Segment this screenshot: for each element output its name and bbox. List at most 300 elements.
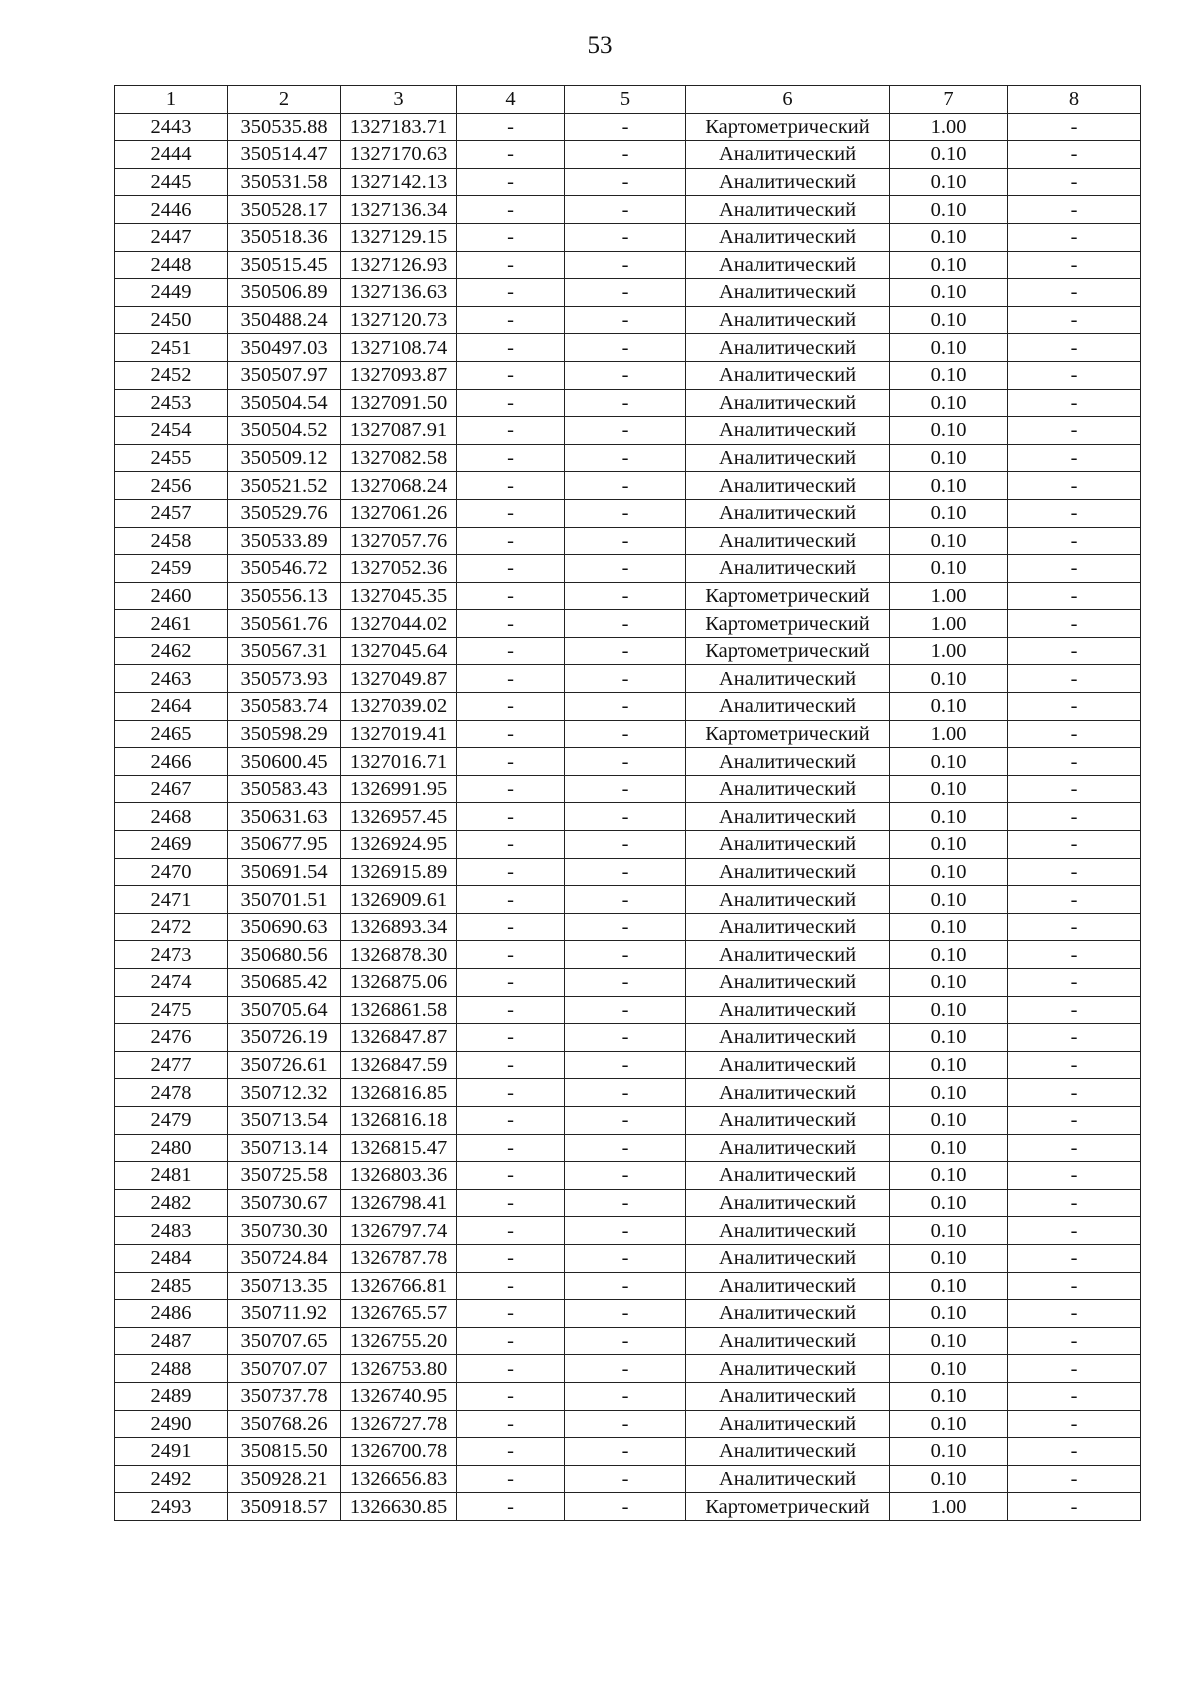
method-cell: Аналитический [686, 141, 890, 169]
col8-cell: - [1008, 279, 1141, 307]
point-number-cell: 2470 [115, 858, 228, 886]
accuracy-cell: 0.10 [890, 1438, 1008, 1466]
method-cell: Аналитический [686, 196, 890, 224]
col5-cell: - [565, 417, 686, 445]
accuracy-cell: 0.10 [890, 1051, 1008, 1079]
col5-cell: - [565, 1217, 686, 1245]
table-row [115, 361, 1141, 389]
method-cell: Аналитический [686, 1410, 890, 1438]
method-cell: Аналитический [686, 886, 890, 914]
point-number-cell: 2486 [115, 1300, 228, 1328]
col8-cell: - [1008, 1465, 1141, 1493]
col5-cell: - [565, 720, 686, 748]
y-coordinate-cell: 1326740.95 [341, 1382, 457, 1410]
y-coordinate-cell: 1327052.36 [341, 555, 457, 583]
x-coordinate-cell: 350691.54 [228, 858, 341, 886]
method-cell: Аналитический [686, 361, 890, 389]
table-row [115, 389, 1141, 417]
y-coordinate-cell: 1326816.18 [341, 1106, 457, 1134]
table-row [115, 1134, 1141, 1162]
accuracy-cell: 0.10 [890, 417, 1008, 445]
y-coordinate-cell: 1327170.63 [341, 141, 457, 169]
accuracy-cell: 0.10 [890, 251, 1008, 279]
col5-cell: - [565, 472, 686, 500]
method-cell: Аналитический [686, 969, 890, 997]
y-coordinate-cell: 1326847.59 [341, 1051, 457, 1079]
point-number-cell: 2469 [115, 831, 228, 859]
col5-cell: - [565, 1493, 686, 1521]
col5-cell: - [565, 996, 686, 1024]
point-number-cell: 2490 [115, 1410, 228, 1438]
col4-cell: - [457, 334, 565, 362]
point-number-cell: 2481 [115, 1162, 228, 1190]
accuracy-cell: 0.10 [890, 389, 1008, 417]
x-coordinate-cell: 350713.14 [228, 1134, 341, 1162]
col4-cell: - [457, 1300, 565, 1328]
accuracy-cell: 0.10 [890, 1079, 1008, 1107]
col4-cell: - [457, 472, 565, 500]
col5-cell: - [565, 775, 686, 803]
accuracy-cell: 0.10 [890, 886, 1008, 914]
point-number-cell: 2463 [115, 665, 228, 693]
col8-cell: - [1008, 996, 1141, 1024]
col5-cell: - [565, 1051, 686, 1079]
col4-cell: - [457, 1382, 565, 1410]
y-coordinate-cell: 1326991.95 [341, 775, 457, 803]
col8-cell: - [1008, 389, 1141, 417]
x-coordinate-cell: 350712.32 [228, 1079, 341, 1107]
col8-cell: - [1008, 196, 1141, 224]
col8-cell: - [1008, 1051, 1141, 1079]
accuracy-cell: 0.10 [890, 1244, 1008, 1272]
y-coordinate-cell: 1327093.87 [341, 361, 457, 389]
col4-cell: - [457, 1410, 565, 1438]
y-coordinate-cell: 1326753.80 [341, 1355, 457, 1383]
x-coordinate-cell: 350711.92 [228, 1300, 341, 1328]
x-coordinate-cell: 350815.50 [228, 1438, 341, 1466]
method-cell: Картометрический [686, 582, 890, 610]
y-coordinate-cell: 1327082.58 [341, 444, 457, 472]
accuracy-cell: 0.10 [890, 1106, 1008, 1134]
table-row [115, 334, 1141, 362]
col5-cell: - [565, 306, 686, 334]
col8-cell: - [1008, 693, 1141, 721]
y-coordinate-cell: 1327108.74 [341, 334, 457, 362]
col8-cell: - [1008, 1024, 1141, 1052]
y-coordinate-cell: 1326787.78 [341, 1244, 457, 1272]
method-cell: Аналитический [686, 1106, 890, 1134]
table-row [115, 1079, 1141, 1107]
col8-cell: - [1008, 1300, 1141, 1328]
col8-cell: - [1008, 1244, 1141, 1272]
accuracy-cell: 1.00 [890, 1493, 1008, 1521]
col4-cell: - [457, 610, 565, 638]
x-coordinate-cell: 350583.43 [228, 775, 341, 803]
col5-cell: - [565, 913, 686, 941]
accuracy-cell: 0.10 [890, 1355, 1008, 1383]
point-number-cell: 2493 [115, 1493, 228, 1521]
point-number-cell: 2462 [115, 637, 228, 665]
table-row [115, 223, 1141, 251]
x-coordinate-cell: 350488.24 [228, 306, 341, 334]
col5-cell: - [565, 1410, 686, 1438]
y-coordinate-cell: 1327039.02 [341, 693, 457, 721]
y-coordinate-cell: 1326893.34 [341, 913, 457, 941]
y-coordinate-cell: 1327120.73 [341, 306, 457, 334]
y-coordinate-cell: 1327045.64 [341, 637, 457, 665]
x-coordinate-cell: 350546.72 [228, 555, 341, 583]
col4-cell: - [457, 1217, 565, 1245]
point-number-cell: 2445 [115, 168, 228, 196]
method-cell: Аналитический [686, 1024, 890, 1052]
accuracy-cell: 0.10 [890, 803, 1008, 831]
x-coordinate-cell: 350707.07 [228, 1355, 341, 1383]
method-cell: Аналитический [686, 1327, 890, 1355]
x-coordinate-cell: 350726.19 [228, 1024, 341, 1052]
point-number-cell: 2450 [115, 306, 228, 334]
point-number-cell: 2479 [115, 1106, 228, 1134]
method-cell: Аналитический [686, 555, 890, 583]
accuracy-cell: 0.10 [890, 941, 1008, 969]
col5-cell: - [565, 1272, 686, 1300]
point-number-cell: 2464 [115, 693, 228, 721]
point-number-cell: 2460 [115, 582, 228, 610]
col4-cell: - [457, 1024, 565, 1052]
method-cell: Аналитический [686, 693, 890, 721]
table-row [115, 472, 1141, 500]
table-row [115, 748, 1141, 776]
x-coordinate-cell: 350567.31 [228, 637, 341, 665]
x-coordinate-cell: 350509.12 [228, 444, 341, 472]
table-row [115, 969, 1141, 997]
table-row [115, 113, 1141, 141]
method-cell: Аналитический [686, 417, 890, 445]
table-row [115, 141, 1141, 169]
accuracy-cell: 0.10 [890, 913, 1008, 941]
method-cell: Аналитический [686, 472, 890, 500]
y-coordinate-cell: 1326755.20 [341, 1327, 457, 1355]
method-cell: Картометрический [686, 113, 890, 141]
accuracy-cell: 0.10 [890, 1162, 1008, 1190]
accuracy-cell: 0.10 [890, 306, 1008, 334]
y-coordinate-cell: 1327091.50 [341, 389, 457, 417]
accuracy-cell: 0.10 [890, 665, 1008, 693]
x-coordinate-cell: 350690.63 [228, 913, 341, 941]
col5-cell: - [565, 748, 686, 776]
col4-cell: - [457, 775, 565, 803]
table-row [115, 555, 1141, 583]
point-number-cell: 2446 [115, 196, 228, 224]
col4-cell: - [457, 444, 565, 472]
accuracy-cell: 0.10 [890, 444, 1008, 472]
x-coordinate-cell: 350701.51 [228, 886, 341, 914]
col4-cell: - [457, 748, 565, 776]
table-row [115, 1300, 1141, 1328]
x-coordinate-cell: 350504.52 [228, 417, 341, 445]
col4-cell: - [457, 1465, 565, 1493]
y-coordinate-cell: 1327061.26 [341, 499, 457, 527]
accuracy-cell: 0.10 [890, 527, 1008, 555]
method-cell: Аналитический [686, 306, 890, 334]
method-cell: Аналитический [686, 1051, 890, 1079]
accuracy-cell: 1.00 [890, 113, 1008, 141]
x-coordinate-cell: 350707.65 [228, 1327, 341, 1355]
point-number-cell: 2461 [115, 610, 228, 638]
accuracy-cell: 0.10 [890, 1382, 1008, 1410]
point-number-cell: 2491 [115, 1438, 228, 1466]
col4-cell: - [457, 361, 565, 389]
table-row [115, 168, 1141, 196]
accuracy-cell: 0.10 [890, 693, 1008, 721]
table-row [115, 251, 1141, 279]
col8-cell: - [1008, 527, 1141, 555]
table-row [115, 610, 1141, 638]
table-row [115, 444, 1141, 472]
col5-cell: - [565, 1465, 686, 1493]
col4-cell: - [457, 417, 565, 445]
accuracy-cell: 0.10 [890, 1327, 1008, 1355]
method-cell: Аналитический [686, 748, 890, 776]
x-coordinate-cell: 350531.58 [228, 168, 341, 196]
y-coordinate-cell: 1326700.78 [341, 1438, 457, 1466]
col4-cell: - [457, 555, 565, 583]
col8-cell: - [1008, 1217, 1141, 1245]
col8-cell: - [1008, 1382, 1141, 1410]
col4-cell: - [457, 693, 565, 721]
col8-cell: - [1008, 582, 1141, 610]
x-coordinate-cell: 350631.63 [228, 803, 341, 831]
col4-cell: - [457, 1106, 565, 1134]
col5-cell: - [565, 223, 686, 251]
x-coordinate-cell: 350726.61 [228, 1051, 341, 1079]
x-coordinate-cell: 350561.76 [228, 610, 341, 638]
col5-cell: - [565, 1189, 686, 1217]
table-row [115, 941, 1141, 969]
col8-cell: - [1008, 141, 1141, 169]
col4-cell: - [457, 969, 565, 997]
col5-cell: - [565, 113, 686, 141]
point-number-cell: 2471 [115, 886, 228, 914]
method-cell: Аналитический [686, 1438, 890, 1466]
col8-cell: - [1008, 665, 1141, 693]
method-cell: Аналитический [686, 1244, 890, 1272]
accuracy-cell: 0.10 [890, 1300, 1008, 1328]
point-number-cell: 2484 [115, 1244, 228, 1272]
method-cell: Аналитический [686, 444, 890, 472]
y-coordinate-cell: 1326924.95 [341, 831, 457, 859]
y-coordinate-cell: 1326915.89 [341, 858, 457, 886]
table-row [115, 693, 1141, 721]
accuracy-cell: 0.10 [890, 1134, 1008, 1162]
col8-cell: - [1008, 831, 1141, 859]
table-row [115, 1438, 1141, 1466]
point-number-cell: 2452 [115, 361, 228, 389]
y-coordinate-cell: 1326816.85 [341, 1079, 457, 1107]
col5-cell: - [565, 1106, 686, 1134]
table-row [115, 665, 1141, 693]
y-coordinate-cell: 1327183.71 [341, 113, 457, 141]
accuracy-cell: 1.00 [890, 582, 1008, 610]
point-number-cell: 2492 [115, 1465, 228, 1493]
x-coordinate-cell: 350515.45 [228, 251, 341, 279]
point-number-cell: 2474 [115, 969, 228, 997]
y-coordinate-cell: 1326909.61 [341, 886, 457, 914]
col8-cell: - [1008, 941, 1141, 969]
header-row [115, 86, 1141, 114]
accuracy-cell: 0.10 [890, 334, 1008, 362]
col5-cell: - [565, 1300, 686, 1328]
accuracy-cell: 0.10 [890, 748, 1008, 776]
point-number-cell: 2448 [115, 251, 228, 279]
table-row [115, 858, 1141, 886]
point-number-cell: 2453 [115, 389, 228, 417]
accuracy-cell: 0.10 [890, 196, 1008, 224]
point-number-cell: 2472 [115, 913, 228, 941]
x-coordinate-cell: 350680.56 [228, 941, 341, 969]
method-cell: Аналитический [686, 499, 890, 527]
y-coordinate-cell: 1326727.78 [341, 1410, 457, 1438]
table-row [115, 417, 1141, 445]
col5-cell: - [565, 1024, 686, 1052]
col5-cell: - [565, 555, 686, 583]
col8-cell: - [1008, 334, 1141, 362]
col5-cell: - [565, 1382, 686, 1410]
col5-cell: - [565, 1355, 686, 1383]
table-row [115, 1355, 1141, 1383]
table-row [115, 1051, 1141, 1079]
col8-cell: - [1008, 858, 1141, 886]
method-cell: Аналитический [686, 913, 890, 941]
y-coordinate-cell: 1327016.71 [341, 748, 457, 776]
col8-cell: - [1008, 499, 1141, 527]
col5-cell: - [565, 941, 686, 969]
table-body [115, 113, 1141, 1520]
point-number-cell: 2476 [115, 1024, 228, 1052]
col8-cell: - [1008, 251, 1141, 279]
col8-cell: - [1008, 1106, 1141, 1134]
x-coordinate-cell: 350928.21 [228, 1465, 341, 1493]
col8-cell: - [1008, 886, 1141, 914]
y-coordinate-cell: 1326875.06 [341, 969, 457, 997]
x-coordinate-cell: 350535.88 [228, 113, 341, 141]
col5-cell: - [565, 610, 686, 638]
col4-cell: - [457, 141, 565, 169]
col8-cell: - [1008, 1327, 1141, 1355]
point-number-cell: 2485 [115, 1272, 228, 1300]
coordinates-table [114, 85, 1141, 1521]
col5-cell: - [565, 251, 686, 279]
accuracy-cell: 0.10 [890, 279, 1008, 307]
method-cell: Аналитический [686, 1355, 890, 1383]
point-number-cell: 2459 [115, 555, 228, 583]
y-coordinate-cell: 1327136.34 [341, 196, 457, 224]
col5-cell: - [565, 499, 686, 527]
col5-cell: - [565, 803, 686, 831]
col4-cell: - [457, 1493, 565, 1521]
point-number-cell: 2473 [115, 941, 228, 969]
table-row [115, 1217, 1141, 1245]
y-coordinate-cell: 1326765.57 [341, 1300, 457, 1328]
col5-cell: - [565, 527, 686, 555]
column-header-8: 8 [1008, 86, 1141, 114]
col4-cell: - [457, 223, 565, 251]
y-coordinate-cell: 1326847.87 [341, 1024, 457, 1052]
y-coordinate-cell: 1327087.91 [341, 417, 457, 445]
y-coordinate-cell: 1327129.15 [341, 223, 457, 251]
method-cell: Картометрический [686, 637, 890, 665]
point-number-cell: 2468 [115, 803, 228, 831]
y-coordinate-cell: 1327057.76 [341, 527, 457, 555]
method-cell: Аналитический [686, 665, 890, 693]
col5-cell: - [565, 665, 686, 693]
table-row [115, 196, 1141, 224]
table-row [115, 582, 1141, 610]
table-row [115, 1244, 1141, 1272]
y-coordinate-cell: 1327044.02 [341, 610, 457, 638]
table-row [115, 279, 1141, 307]
page-number: 53 [587, 32, 613, 59]
point-number-cell: 2487 [115, 1327, 228, 1355]
point-number-cell: 2489 [115, 1382, 228, 1410]
x-coordinate-cell: 350713.35 [228, 1272, 341, 1300]
x-coordinate-cell: 350518.36 [228, 223, 341, 251]
table-row [115, 1410, 1141, 1438]
col8-cell: - [1008, 444, 1141, 472]
x-coordinate-cell: 350724.84 [228, 1244, 341, 1272]
y-coordinate-cell: 1326803.36 [341, 1162, 457, 1190]
x-coordinate-cell: 350521.52 [228, 472, 341, 500]
table-row [115, 1493, 1141, 1521]
col4-cell: - [457, 1272, 565, 1300]
column-header-1: 1 [115, 86, 228, 114]
point-number-cell: 2478 [115, 1079, 228, 1107]
column-header-7: 7 [890, 86, 1008, 114]
col4-cell: - [457, 1355, 565, 1383]
table-row [115, 1024, 1141, 1052]
col5-cell: - [565, 831, 686, 859]
x-coordinate-cell: 350918.57 [228, 1493, 341, 1521]
col4-cell: - [457, 1134, 565, 1162]
method-cell: Аналитический [686, 941, 890, 969]
col8-cell: - [1008, 748, 1141, 776]
method-cell: Аналитический [686, 1382, 890, 1410]
col5-cell: - [565, 279, 686, 307]
table-row [115, 1162, 1141, 1190]
col4-cell: - [457, 389, 565, 417]
accuracy-cell: 0.10 [890, 555, 1008, 583]
point-number-cell: 2447 [115, 223, 228, 251]
col8-cell: - [1008, 1162, 1141, 1190]
method-cell: Аналитический [686, 527, 890, 555]
col5-cell: - [565, 1134, 686, 1162]
table-row [115, 1382, 1141, 1410]
y-coordinate-cell: 1327136.63 [341, 279, 457, 307]
y-coordinate-cell: 1327049.87 [341, 665, 457, 693]
table-header [115, 86, 1141, 114]
method-cell: Аналитический [686, 775, 890, 803]
accuracy-cell: 0.10 [890, 831, 1008, 859]
point-number-cell: 2457 [115, 499, 228, 527]
col5-cell: - [565, 582, 686, 610]
x-coordinate-cell: 350768.26 [228, 1410, 341, 1438]
col4-cell: - [457, 306, 565, 334]
table-row [115, 775, 1141, 803]
y-coordinate-cell: 1327045.35 [341, 582, 457, 610]
col4-cell: - [457, 499, 565, 527]
point-number-cell: 2475 [115, 996, 228, 1024]
col5-cell: - [565, 1438, 686, 1466]
col8-cell: - [1008, 306, 1141, 334]
